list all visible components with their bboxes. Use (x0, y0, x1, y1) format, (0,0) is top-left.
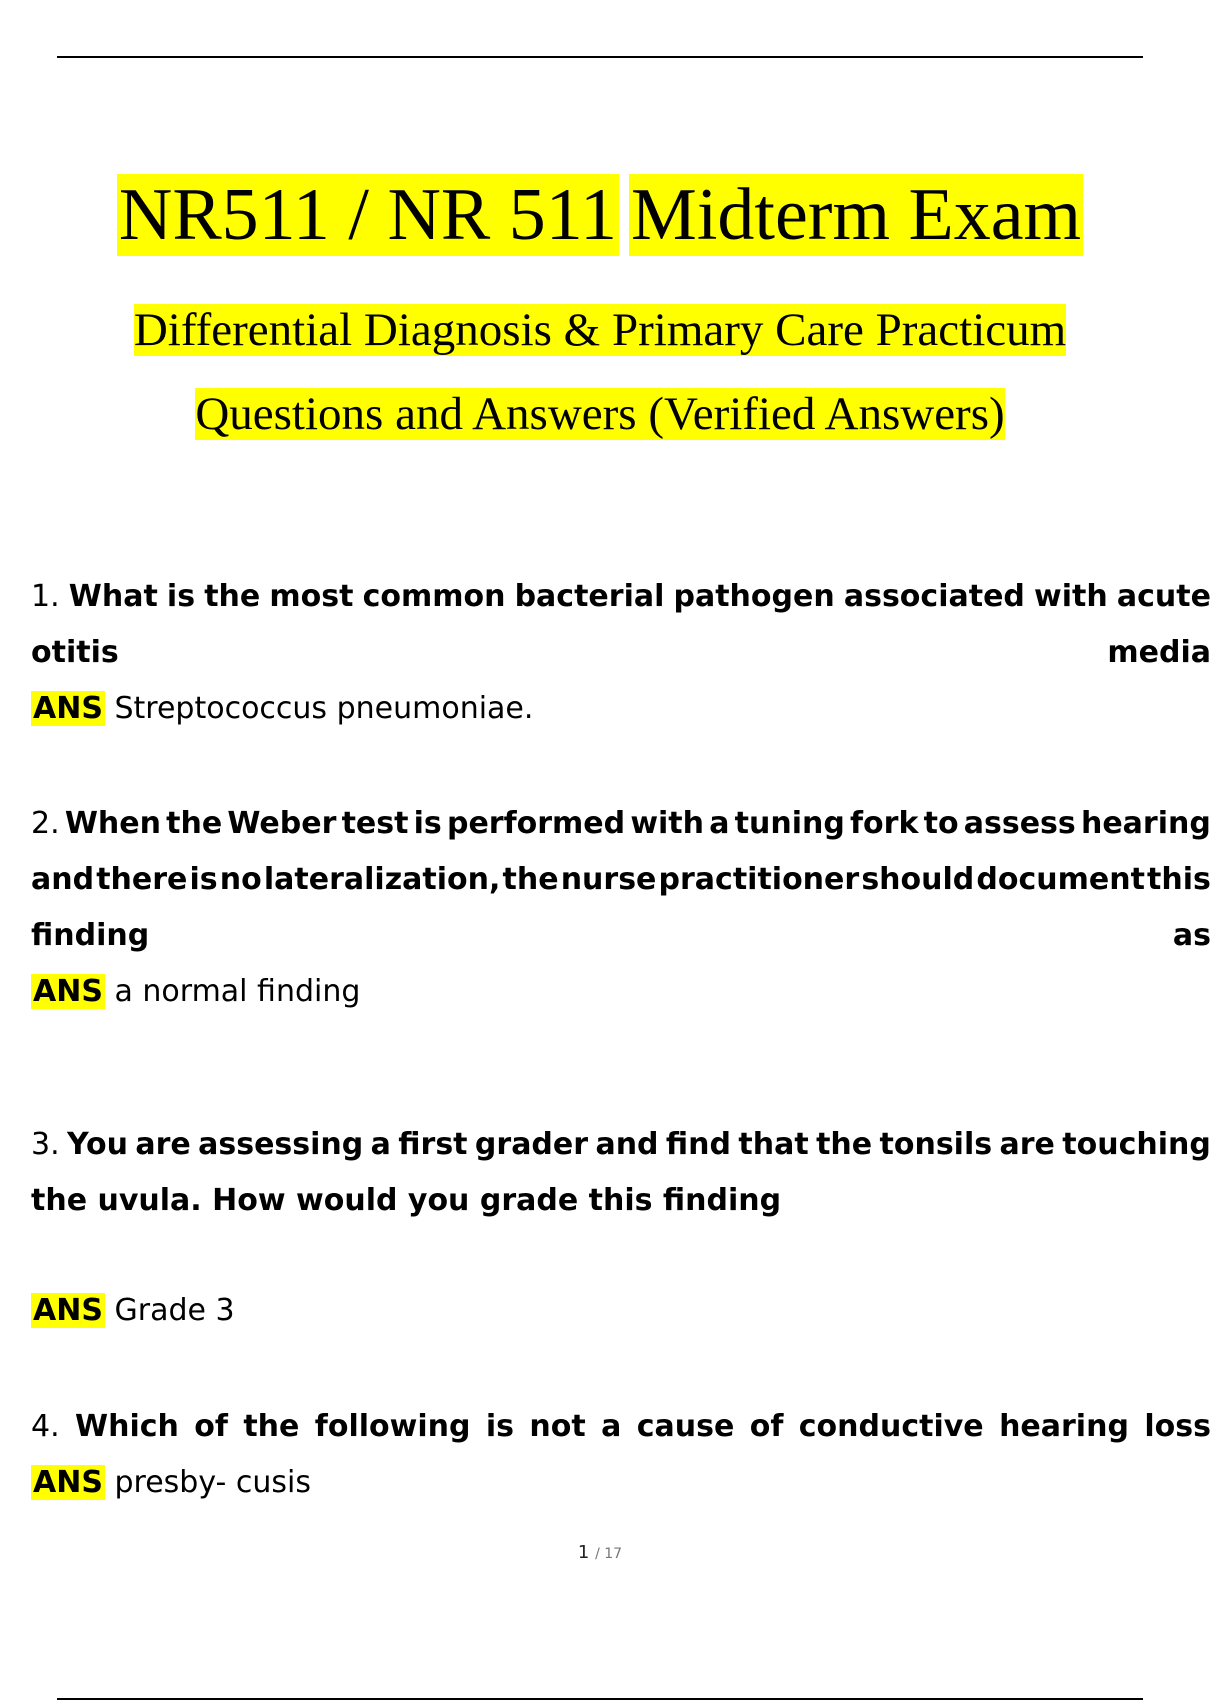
page-total: / 17 (595, 1546, 623, 1562)
question-word: is (485, 1409, 514, 1444)
question-word: lateralization, (263, 862, 501, 897)
question-word: document (976, 862, 1145, 897)
question-word: Weber (227, 806, 337, 841)
question-word: is (189, 862, 218, 897)
question-word: grader (474, 1127, 589, 1162)
answer-1 (31, 691, 533, 727)
question-2-line-2 (31, 862, 1211, 898)
question-word: bacterial (514, 579, 665, 614)
question-word: hearing (999, 1409, 1129, 1444)
question-word: When (64, 806, 161, 841)
ans-label: ANS (33, 974, 103, 1009)
question-word: fork (850, 806, 919, 841)
subtitle-1 (0, 300, 1200, 360)
question-word: common (362, 579, 506, 614)
question-4-line-1 (31, 1409, 1211, 1445)
question-word: is (413, 806, 442, 841)
question-word: associated (843, 579, 1025, 614)
answer-3 (31, 1293, 235, 1329)
question-word: a (709, 806, 730, 841)
question-2-line-1 (31, 806, 1211, 842)
question-word: performed (446, 806, 626, 841)
ans-label: ANS (33, 691, 103, 726)
subtitle-2 (0, 384, 1200, 444)
ans-label: ANS (33, 1465, 103, 1500)
question-word: should (861, 862, 975, 897)
question-word: is (166, 579, 196, 614)
question-word: touching (1062, 1127, 1211, 1162)
question-number: 1. (31, 579, 60, 614)
question-word: to (923, 806, 959, 841)
question-word: otitis (31, 635, 119, 670)
question-word: most (269, 579, 354, 614)
question-word: conductive (798, 1409, 984, 1444)
question-number: 3. (31, 1127, 60, 1162)
ans-label: ANS (33, 1293, 103, 1328)
question-word: assess (963, 806, 1076, 841)
answer-4 (31, 1465, 311, 1501)
question-word: are (135, 1127, 191, 1162)
question-word: this (1147, 862, 1211, 897)
question-word: a (601, 1409, 622, 1444)
question-word: assessing (198, 1127, 364, 1162)
question-word: acute (1116, 579, 1211, 614)
question-word: with (630, 806, 705, 841)
question-1-line-1 (31, 579, 1211, 615)
question-1-line-2 (31, 635, 1211, 671)
question-word: test (341, 806, 409, 841)
question-word: Which (75, 1409, 179, 1444)
question-word: that (738, 1127, 809, 1162)
question-word: as (1172, 918, 1211, 953)
question-word: media (1107, 635, 1211, 670)
question-word: are (999, 1127, 1055, 1162)
top-rule (57, 56, 1143, 58)
question-word: with (1034, 579, 1108, 614)
question-word: hearing (1080, 806, 1211, 841)
question-number: 2. (31, 806, 60, 841)
question-word: first (398, 1127, 468, 1162)
page-current: 1 (577, 1542, 590, 1563)
question-word: cause (636, 1409, 735, 1444)
question-word: the (204, 579, 261, 614)
answer-text: Streptococcus pneumoniae. (114, 691, 534, 726)
question-word: of (194, 1409, 228, 1444)
question-word: You (67, 1127, 128, 1162)
answer-text: Grade 3 (114, 1293, 235, 1328)
question-2-line-3 (31, 918, 1211, 954)
question-word: there (96, 862, 188, 897)
question-word: pathogen (673, 579, 835, 614)
title-part-2: Midterm Exam (631, 174, 1082, 256)
question-word: What (68, 579, 158, 614)
document-title (0, 170, 1200, 260)
question-word: the (502, 862, 559, 897)
question-word: nurse (560, 862, 657, 897)
question-word: the (166, 806, 223, 841)
question-word: tuning (734, 806, 845, 841)
question-word: of (749, 1409, 784, 1444)
subtitle-1-text: Differential Diagnosis & Primary Care Practicum (133, 304, 1067, 356)
question-word: the (243, 1409, 300, 1444)
question-3-line-1 (31, 1127, 1211, 1163)
question-word: finding (31, 918, 150, 953)
page-indicator (0, 1542, 1200, 1563)
question-word: not (529, 1409, 586, 1444)
question-word: a (370, 1127, 391, 1162)
question-word: tonsils (879, 1127, 993, 1162)
answer-2 (31, 974, 360, 1010)
question-word: following (314, 1409, 471, 1444)
question-number: 4. (31, 1409, 60, 1444)
question-3-line-2 (31, 1183, 1211, 1219)
question-word: no (219, 862, 262, 897)
subtitle-2-text: Questions and Answers (Verified Answers) (195, 388, 1005, 440)
question-word: practitioner (658, 862, 860, 897)
answer-text: a normal finding (114, 974, 361, 1009)
title-part-1: NR511 / NR 511 (118, 174, 618, 256)
question-text: the uvula. How would you grade this finding (31, 1183, 782, 1218)
question-word: and (31, 862, 95, 897)
question-word: loss (1144, 1409, 1211, 1444)
question-word: find (665, 1127, 731, 1162)
question-word: and (595, 1127, 659, 1162)
question-word: the (816, 1127, 873, 1162)
answer-text: presby- cusis (114, 1465, 312, 1500)
